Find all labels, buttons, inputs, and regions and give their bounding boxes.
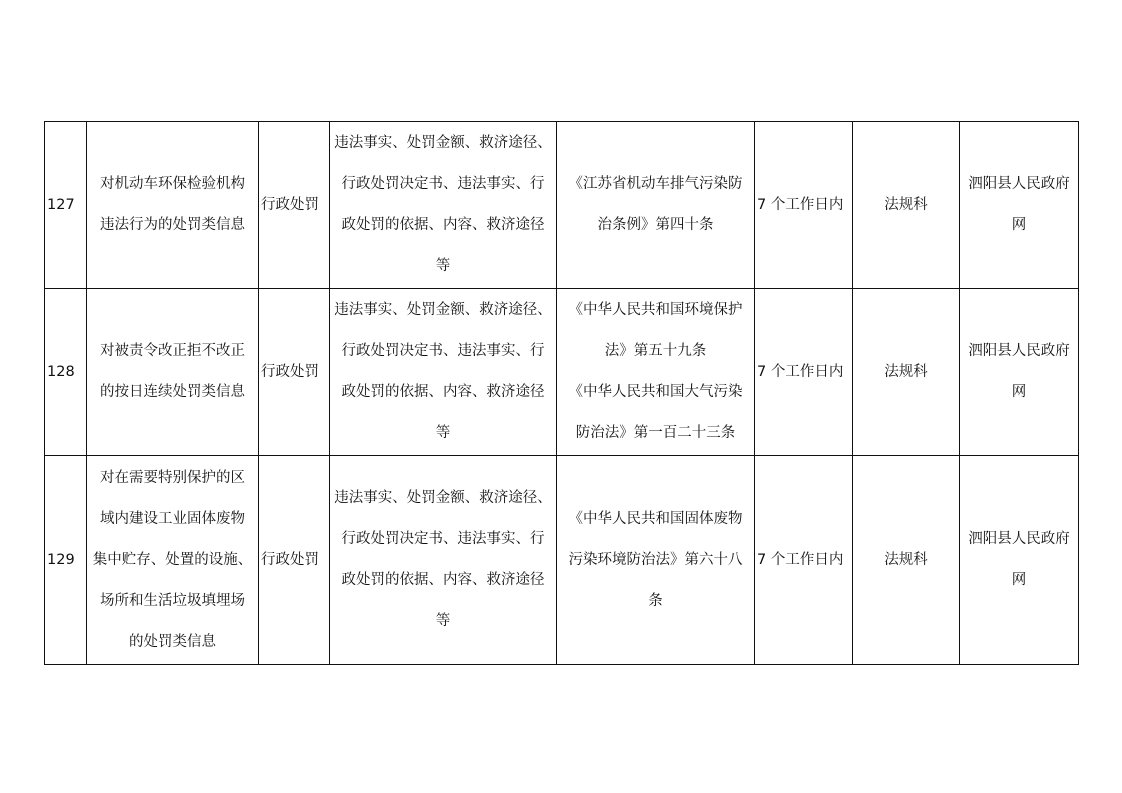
disclosure-content: 违法事实、处罚金额、救济途径、 行政处罚决定书、违法事实、行 政处罚的依据、内容、救济途径 等 — [330, 122, 557, 289]
row-number: 127 — [45, 122, 87, 289]
legal-basis: 《中华人民共和国环境保护 法》第五十九条 《中华人民共和国大气污染 防治法》第一百二十三条 — [557, 289, 755, 456]
responsible-department: 法规科 — [853, 122, 960, 289]
item-name: 对机动车环保检验机构 违法行为的处罚类信息 — [87, 122, 259, 289]
disclosure-channel: 泗阳县人民政府 网 — [960, 289, 1079, 456]
disclosure-content: 违法事实、处罚金额、救济途径、 行政处罚决定书、违法事实、行 政处罚的依据、内容、救济途径 等 — [330, 289, 557, 456]
disclosure-channel: 泗阳县人民政府 网 — [960, 122, 1079, 289]
item-category: 行政处罚 — [259, 122, 330, 289]
table-row — [45, 289, 1079, 456]
item-name: 对在需要特别保护的区 域内建设工业固体废物 集中贮存、处置的设施、 场所和生活垃圾填埋场 的处罚类信息 — [87, 456, 259, 665]
responsible-department: 法规科 — [853, 289, 960, 456]
disclosure-table — [44, 121, 1079, 665]
table-row — [45, 456, 1079, 665]
disclosure-deadline: 7 个工作日内 — [755, 456, 853, 665]
table-row — [45, 122, 1079, 289]
disclosure-content: 违法事实、处罚金额、救济途径、 行政处罚决定书、违法事实、行 政处罚的依据、内容、救济途径 等 — [330, 456, 557, 665]
item-category: 行政处罚 — [259, 289, 330, 456]
disclosure-deadline: 7 个工作日内 — [755, 122, 853, 289]
row-number: 128 — [45, 289, 87, 456]
row-number: 129 — [45, 456, 87, 665]
responsible-department: 法规科 — [853, 456, 960, 665]
legal-basis: 《中华人民共和国固体废物 污染环境防治法》第六十八 条 — [557, 456, 755, 665]
legal-basis: 《江苏省机动车排气污染防 治条例》第四十条 — [557, 122, 755, 289]
item-category: 行政处罚 — [259, 456, 330, 665]
item-name: 对被责令改正拒不改正 的按日连续处罚类信息 — [87, 289, 259, 456]
disclosure-channel: 泗阳县人民政府 网 — [960, 456, 1079, 665]
disclosure-deadline: 7 个工作日内 — [755, 289, 853, 456]
